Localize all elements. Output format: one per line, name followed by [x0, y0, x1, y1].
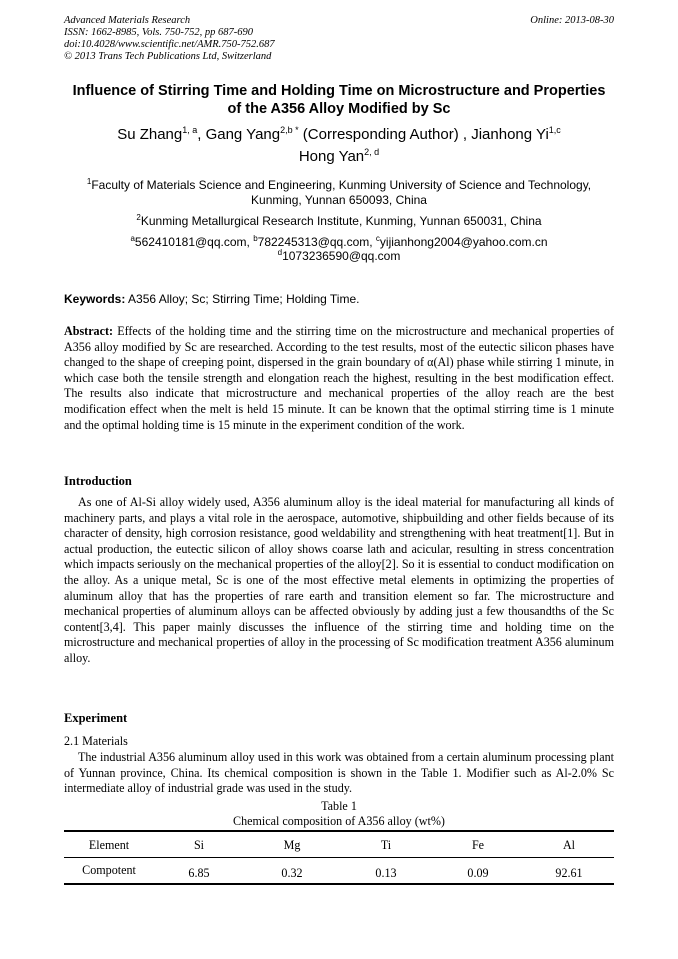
abstract — [64, 324, 614, 433]
table-header-cell: Si — [193, 838, 205, 852]
author-name: Su Zhang — [117, 126, 183, 143]
keywords-label: Keywords: — [64, 292, 126, 306]
issn-line: ISSN: 1662-8985, Vols. 750-752, pp 687-690 — [64, 27, 253, 38]
table-header-cell: Al — [562, 838, 576, 852]
table-top-rule — [64, 830, 614, 832]
affiliation-text: Kunming Metallurgical Research Institute, Kunming, Yunnan 650031, China — [140, 214, 542, 228]
table-cell: Compotent — [82, 863, 136, 877]
email-line-2 — [64, 249, 614, 263]
table-label: Table 1 — [321, 799, 357, 813]
abstract-label: Abstract: — [64, 324, 114, 338]
table-cell: 0.09 — [467, 866, 489, 880]
introduction-paragraph: As one of Al-Si alloy widely used, A356 aluminum alloy is the ideal material for manufacturing all kinds of machinery parts, and plays a vital role in the aerospace, automotive, shipbuilding and other fields because of its character of density, high corrosion resistance, good weldability and strengthening with heat treatment[1]. But in actual production, the eutectic silicon of alloy shows coarse lath and acicular, resulting in stress concentration which impacts seriously on the mechanical properties of the alloy[2]. So it is essential to conduct modification on the alloy. As a unique metal, Sc is one of the most effective metal elements in optimizing the properties of aluminum alloy that has the properties of rare earth and transition element so far. The microstructure and mechanical properties of aluminum alloys can be affected obviously by adding just a few thousandths of the Sc content[3,4]. This paper mainly discusses the influence of the stirring time and holding time on the microstructure and mechanical properties of alloy in the processing of Sc modification treatment A356 aluminum alloy. — [64, 495, 614, 665]
author-line-1 — [64, 124, 614, 146]
table-header-cell: Mg — [283, 838, 301, 852]
email-marker: a — [130, 234, 135, 243]
email-marker: d — [277, 248, 283, 257]
author-name: , Gang Yang — [197, 126, 281, 143]
email-link[interactable]: 782245313@qq.com, — [257, 235, 376, 249]
keywords-text: A356 Alloy; Sc; Stirring Time; Holding Time. — [125, 292, 360, 306]
email-marker: b — [253, 234, 258, 243]
email-link[interactable]: 1073236590@qq.com — [282, 249, 401, 263]
section-heading-introduction: Introduction — [64, 474, 132, 488]
author-superscript: 1, a — [182, 125, 198, 135]
journal-header — [64, 15, 275, 63]
affiliation-1 — [64, 178, 614, 208]
author-superscript: 1,c — [548, 125, 561, 135]
affiliation-marker: 2 — [136, 213, 141, 222]
materials-paragraph: The industrial A356 aluminum alloy used in this work was obtained from a certain aluminum processing plant of Yunnan province, China. Its chemical composition is shown in the Table 1. Modifier such as Al-2.0% Sc intermediate alloy of industrial grade was used in the study. — [64, 750, 614, 796]
table-cell: 92.61 — [555, 866, 583, 880]
paper-title: Influence of Stirring Time and Holding Time on Microstructure and Properties of the A356 Alloy Modified by Sc — [72, 83, 606, 117]
email-link[interactable]: yijianhong2004@yahoo.com.cn — [379, 235, 548, 249]
email-line-1 — [64, 235, 614, 249]
table-mid-rule — [64, 857, 614, 858]
email-link[interactable]: 562410181@qq.com, — [134, 235, 254, 249]
author-superscript: 2,b * — [280, 125, 299, 135]
table-header-cell: Element — [88, 838, 130, 852]
table-cell: 0.13 — [375, 866, 397, 880]
table-header-cell: Fe — [471, 838, 485, 852]
table-bottom-rule — [64, 883, 614, 885]
table-caption: Chemical composition of A356 alloy (wt%) — [233, 814, 445, 828]
table-cell: 0.32 — [281, 866, 303, 880]
abstract-text: Effects of the holding time and the stirring time on the microstructure and mechanical properties of A356 alloy modified by Sc are researched. According to the test results, most of the eutectic silicon phases have changed to the shape of creeping point, dispersed in the grain boundary of α(Al) phase while stirring 1 minute, in which case both the tensile strength and elongation reach the highest, resulting in the best modification effect. The results also indicate that microstructure and mechanical properties of the alloy reach are the best modification effect when the melt is held 15 minute. It can be known that the optimal stirring time is 1 minute and the optimal holding time is 15 minute in the experiment condition of the work. — [64, 324, 614, 432]
email-list — [64, 235, 614, 263]
doi-line: doi:10.4028/www.scientific.net/AMR.750-752.687 — [64, 39, 275, 50]
email-marker: c — [375, 234, 380, 243]
journal-name: Advanced Materials Research — [64, 15, 191, 26]
subsection-heading-materials: 2.1 Materials — [64, 734, 128, 748]
online-date: Online: 2013-08-30 — [530, 15, 614, 26]
keywords — [64, 292, 614, 307]
table-header-cell: Ti — [380, 838, 392, 852]
author-note: (Corresponding Author) , Jianhong Yi — [298, 126, 549, 143]
author-line-2 — [64, 146, 614, 168]
affiliation-text: Faculty of Materials Science and Engineering, Kunming University of Science and Technology, Kunming, Yunnan 650093, China — [91, 178, 592, 207]
author-name: Hong Yan — [298, 148, 365, 165]
author-list — [64, 124, 614, 168]
affiliation-2 — [64, 214, 614, 229]
affiliation-marker: 1 — [86, 177, 92, 186]
copyright-line: © 2013 Trans Tech Publications Ltd, Switzerland — [64, 51, 272, 62]
table-cell: 6.85 — [188, 866, 210, 880]
section-heading-experiment: Experiment — [64, 711, 128, 725]
author-superscript: 2, d — [364, 147, 380, 157]
